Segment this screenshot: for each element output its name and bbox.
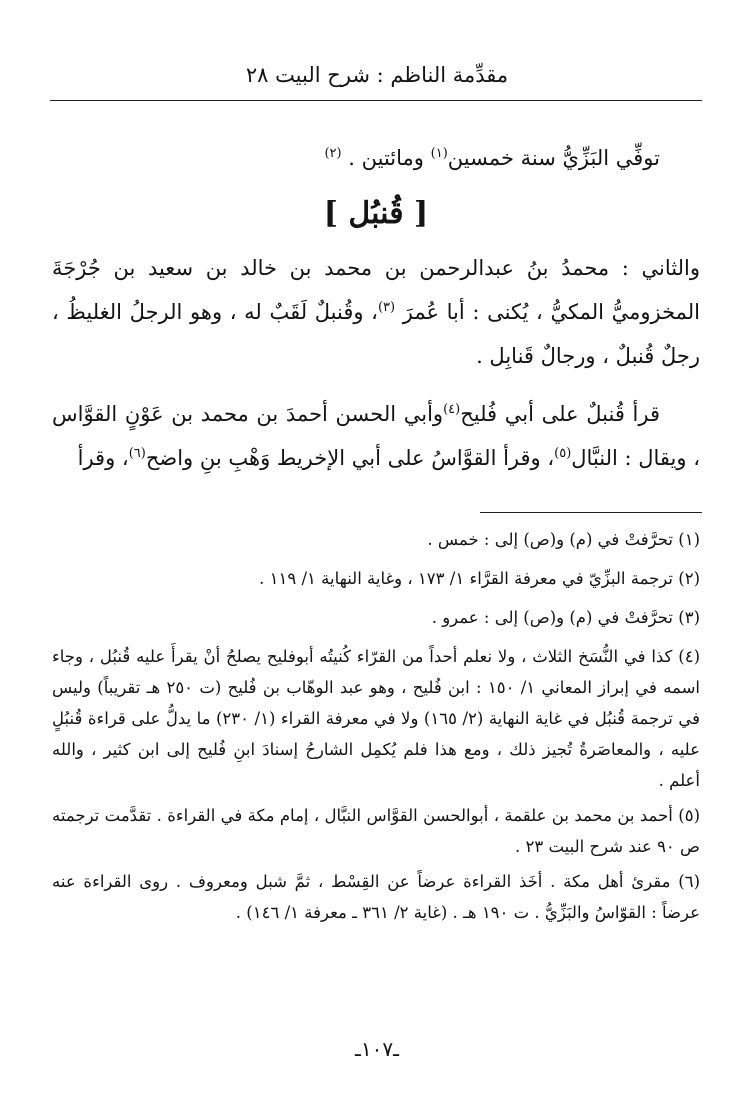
page-number: ـ١٠٧ـ	[355, 1037, 399, 1061]
main-text	[52, 136, 700, 480]
footnote-ref-5[interactable]: (٥)	[554, 446, 572, 461]
header-rule	[50, 100, 702, 101]
footnote-separator	[480, 512, 702, 513]
running-title: مقدِّمة الناظم : شرح البيت ٢٨	[245, 63, 509, 87]
section-title-wrap	[52, 194, 700, 236]
footnote-4: (٤) كذا في النُّسَخ الثلاث ، ولا نعلم أحداً من القرّاء كُنيتُه أبوفليح يصلحُ أنْ يقرأَ عليه قُنبُل ، وجاء اسمه في إبراز المعاني ١/ ١٥٠ : ابن فُليح ، وهو عبد الوهّاب بن فُليح (ت ٢٥٠ هـ تقريباً) وليس في ترجمة قُنبُل في غاية النهاية (٢/ ١٦٥) ولا في معرفة القراء (١/ ٢٣٠) ما يدلُّ على قراءة قُنبُلٍ عليه ، والمعاصَرةُ تُجيز ذلك ، ومع هذا فلم يُكمِل الشارحُ إسنادَ ابنِ فُليح إلى ابن كثير ، والله أعلم .	[52, 647, 701, 790]
footnote-ref-2[interactable]: (٢)	[324, 146, 342, 161]
footnote-2: (٢) ترجمة البزِّيّ في معرفة القرَّاء ١/ ١٧٣ ، وغاية النهاية ١/ ١١٩ .	[259, 569, 700, 588]
bazzi-death-line: توفِّي البَزِّيُّ سنة خمسين$^{(١)}$ ومائتين . $^{(٢)}$	[324, 146, 660, 170]
footnote-6: (٦) مقرئ أهل مكة . أخَذ القراءة عرضاً عن القِسْط ، ثمَّ شبل ومعروف . روى القراءة عنه عرضاً : القوّاسُ والبَزِّيُّ . ت ١٩٠ هـ . (غاية ٢/ ٣٦١ ـ معرفة ١/ ١٤٦) .	[52, 872, 700, 922]
footnote-ref-1[interactable]: (١)	[430, 146, 448, 161]
qunbul-paragraph: والثاني : محمدُ بنُ عبدالرحمن بن محمد بن خالد بن سعيد بن جُرْجَةَ المخزوميُّ المكيُّ ، يُكنى : أبا عُمرَ $^{(٣)}$، وقُنبلٌ لَقَبٌ له ، وهو الرجلُ الغليظُ ، رجلٌ قُنبلٌ ، ورجالٌ قَنابِل .	[52, 256, 700, 368]
footnote-ref-4[interactable]: (٤)	[443, 402, 461, 417]
footnote-5: (٥) أحمد بن محمد بن علقمة ، أبوالحسن القوَّاس النبَّال ، إمام مكة في القراءة . تقدَّمت ترجمته ص ٩٠ عند شرح البيت ٢٣ .	[52, 806, 700, 856]
footnote-3: (٣) تحرَّفتْ في (م) و(ص) إلى : عمرو .	[431, 608, 700, 627]
running-header	[60, 60, 694, 90]
footnote-ref-6[interactable]: (٦)	[128, 446, 146, 461]
footnote-ref-3[interactable]: (٣)	[377, 300, 396, 315]
section-title: [ قُنبُل ]	[323, 196, 429, 231]
footnotes	[52, 524, 700, 936]
isnad-paragraph: قرأ قُنبلٌ على أبي فُليح$^{(٤)}$وأبي الحسن أحمدَ بن محمد بن عَوْنٍ القوَّاس ، ويقال : النبَّال$^{(٥)}$، وقرأ القوَّاسُ على أبي الإخريط وَهْبِ بنِ واضح$^{(٦)}$، وقرأ	[52, 402, 700, 470]
footnote-1: (١) تحرَّفتْ في (م) و(ص) إلى : خمس .	[427, 530, 700, 549]
